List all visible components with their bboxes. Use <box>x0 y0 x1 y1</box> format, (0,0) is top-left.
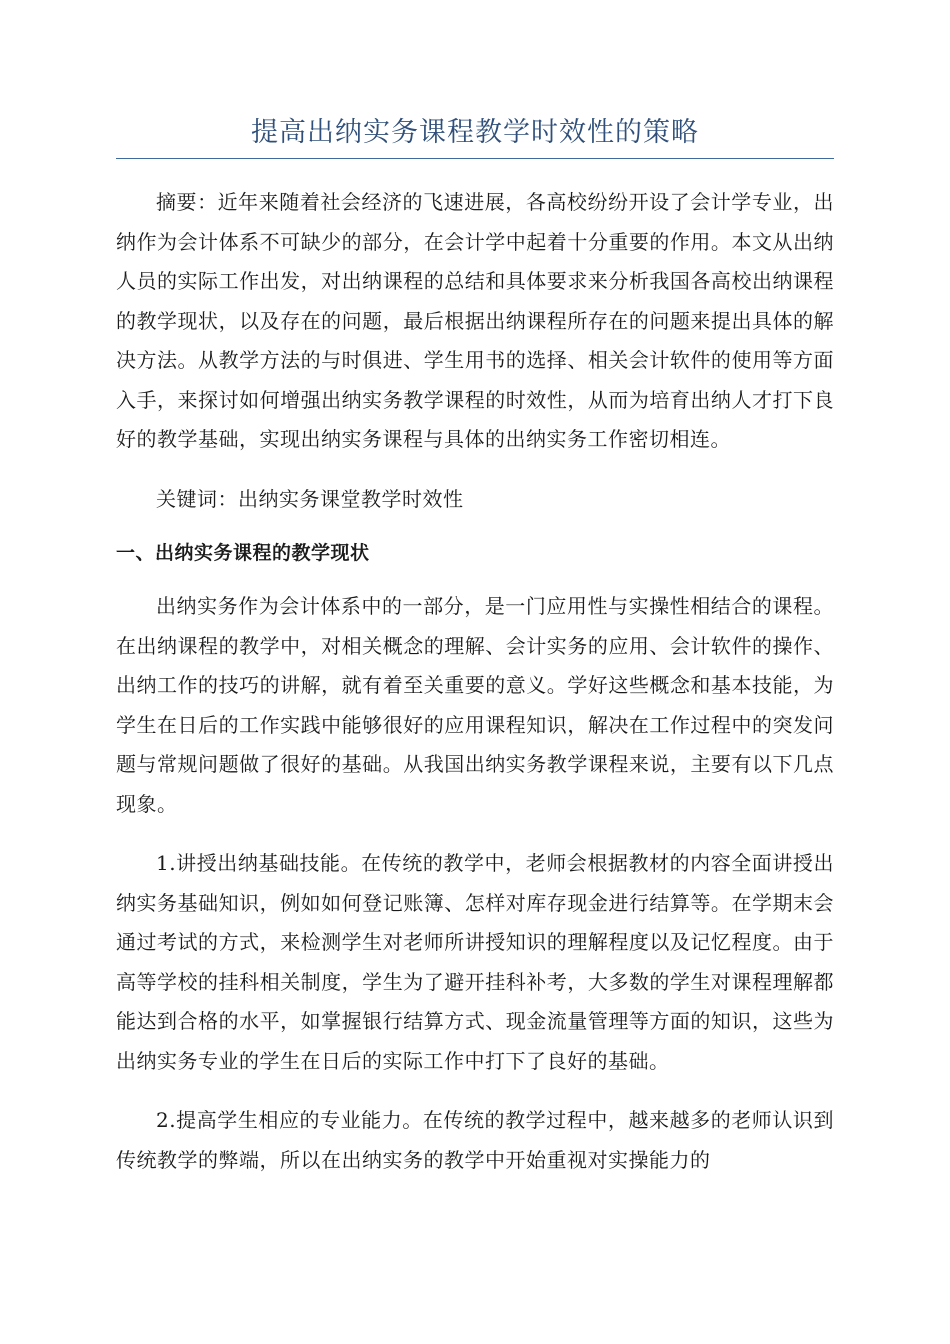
document-title: 提高出纳实务课程教学时效性的策略 <box>251 117 699 148</box>
abstract-paragraph: 摘要：近年来随着社会经济的飞速进展，各高校纷纷开设了会计学专业，出纳作为会计体系不可缺少的部分，在会计学中起着十分重要的作用。本文从出纳人员的实际工作出发，对出纳课程的总结和具体要求来分析我国各高校出纳课程的教学现状，以及存在的问题，最后根据出纳课程所存在的问题来提出具体的解决方法。从教学方法的与时俱进、学生用书的选择、相关会计软件的使用等方面入手，来探讨如何增强出纳实务教学课程的时效性，从而为培育出纳人才打下良好的教学基础，实现出纳实务课程与具体的出纳实务工作密切相连。 <box>116 190 834 451</box>
keywords-line: 关键词：出纳实务课堂教学时效性 <box>156 486 464 511</box>
point-2-paragraph: 2.提高学生相应的专业能力。在传统的教学过程中，越来越多的老师认识到传统教学的弊端，所以在出纳实务的教学中开始重视对实操能力的 <box>116 1108 834 1172</box>
point-1-paragraph: 1.讲授出纳基础技能。在传统的教学中，老师会根据教材的内容全面讲授出纳实务基础知识，例如如何登记账簿、怎样对库存现金进行结算等。在学期末会通过考试的方式，来检测学生对老师所讲授知识的理解程度以及记忆程度。由于高等学校的挂科相关制度，学生为了避开挂科补考，大多数的学生对课程理解都能达到合格的水平，如掌握银行结算方式、现金流量管理等方面的知识，这些为出纳实务专业的学生在日后的实际工作中打下了良好的基础。 <box>116 851 834 1073</box>
title-underline <box>116 158 834 159</box>
section-heading: 一、出纳实务课程的教学现状 <box>116 542 370 564</box>
document-page <box>116 108 834 1180</box>
section-intro-paragraph: 出纳实务作为会计体系中的一部分，是一门应用性与实操性相结合的课程。在出纳课程的教学中，对相关概念的理解、会计实务的应用、会计软件的操作、出纳工作的技巧的讲解，就有着至关重要的意义。学好这些概念和基本技能，为学生在日后的工作实践中能够很好的应用课程知识，解决在工作过程中的突发问题与常规问题做了很好的基础。从我国出纳实务教学课程来说，主要有以下几点现象。 <box>116 594 834 816</box>
